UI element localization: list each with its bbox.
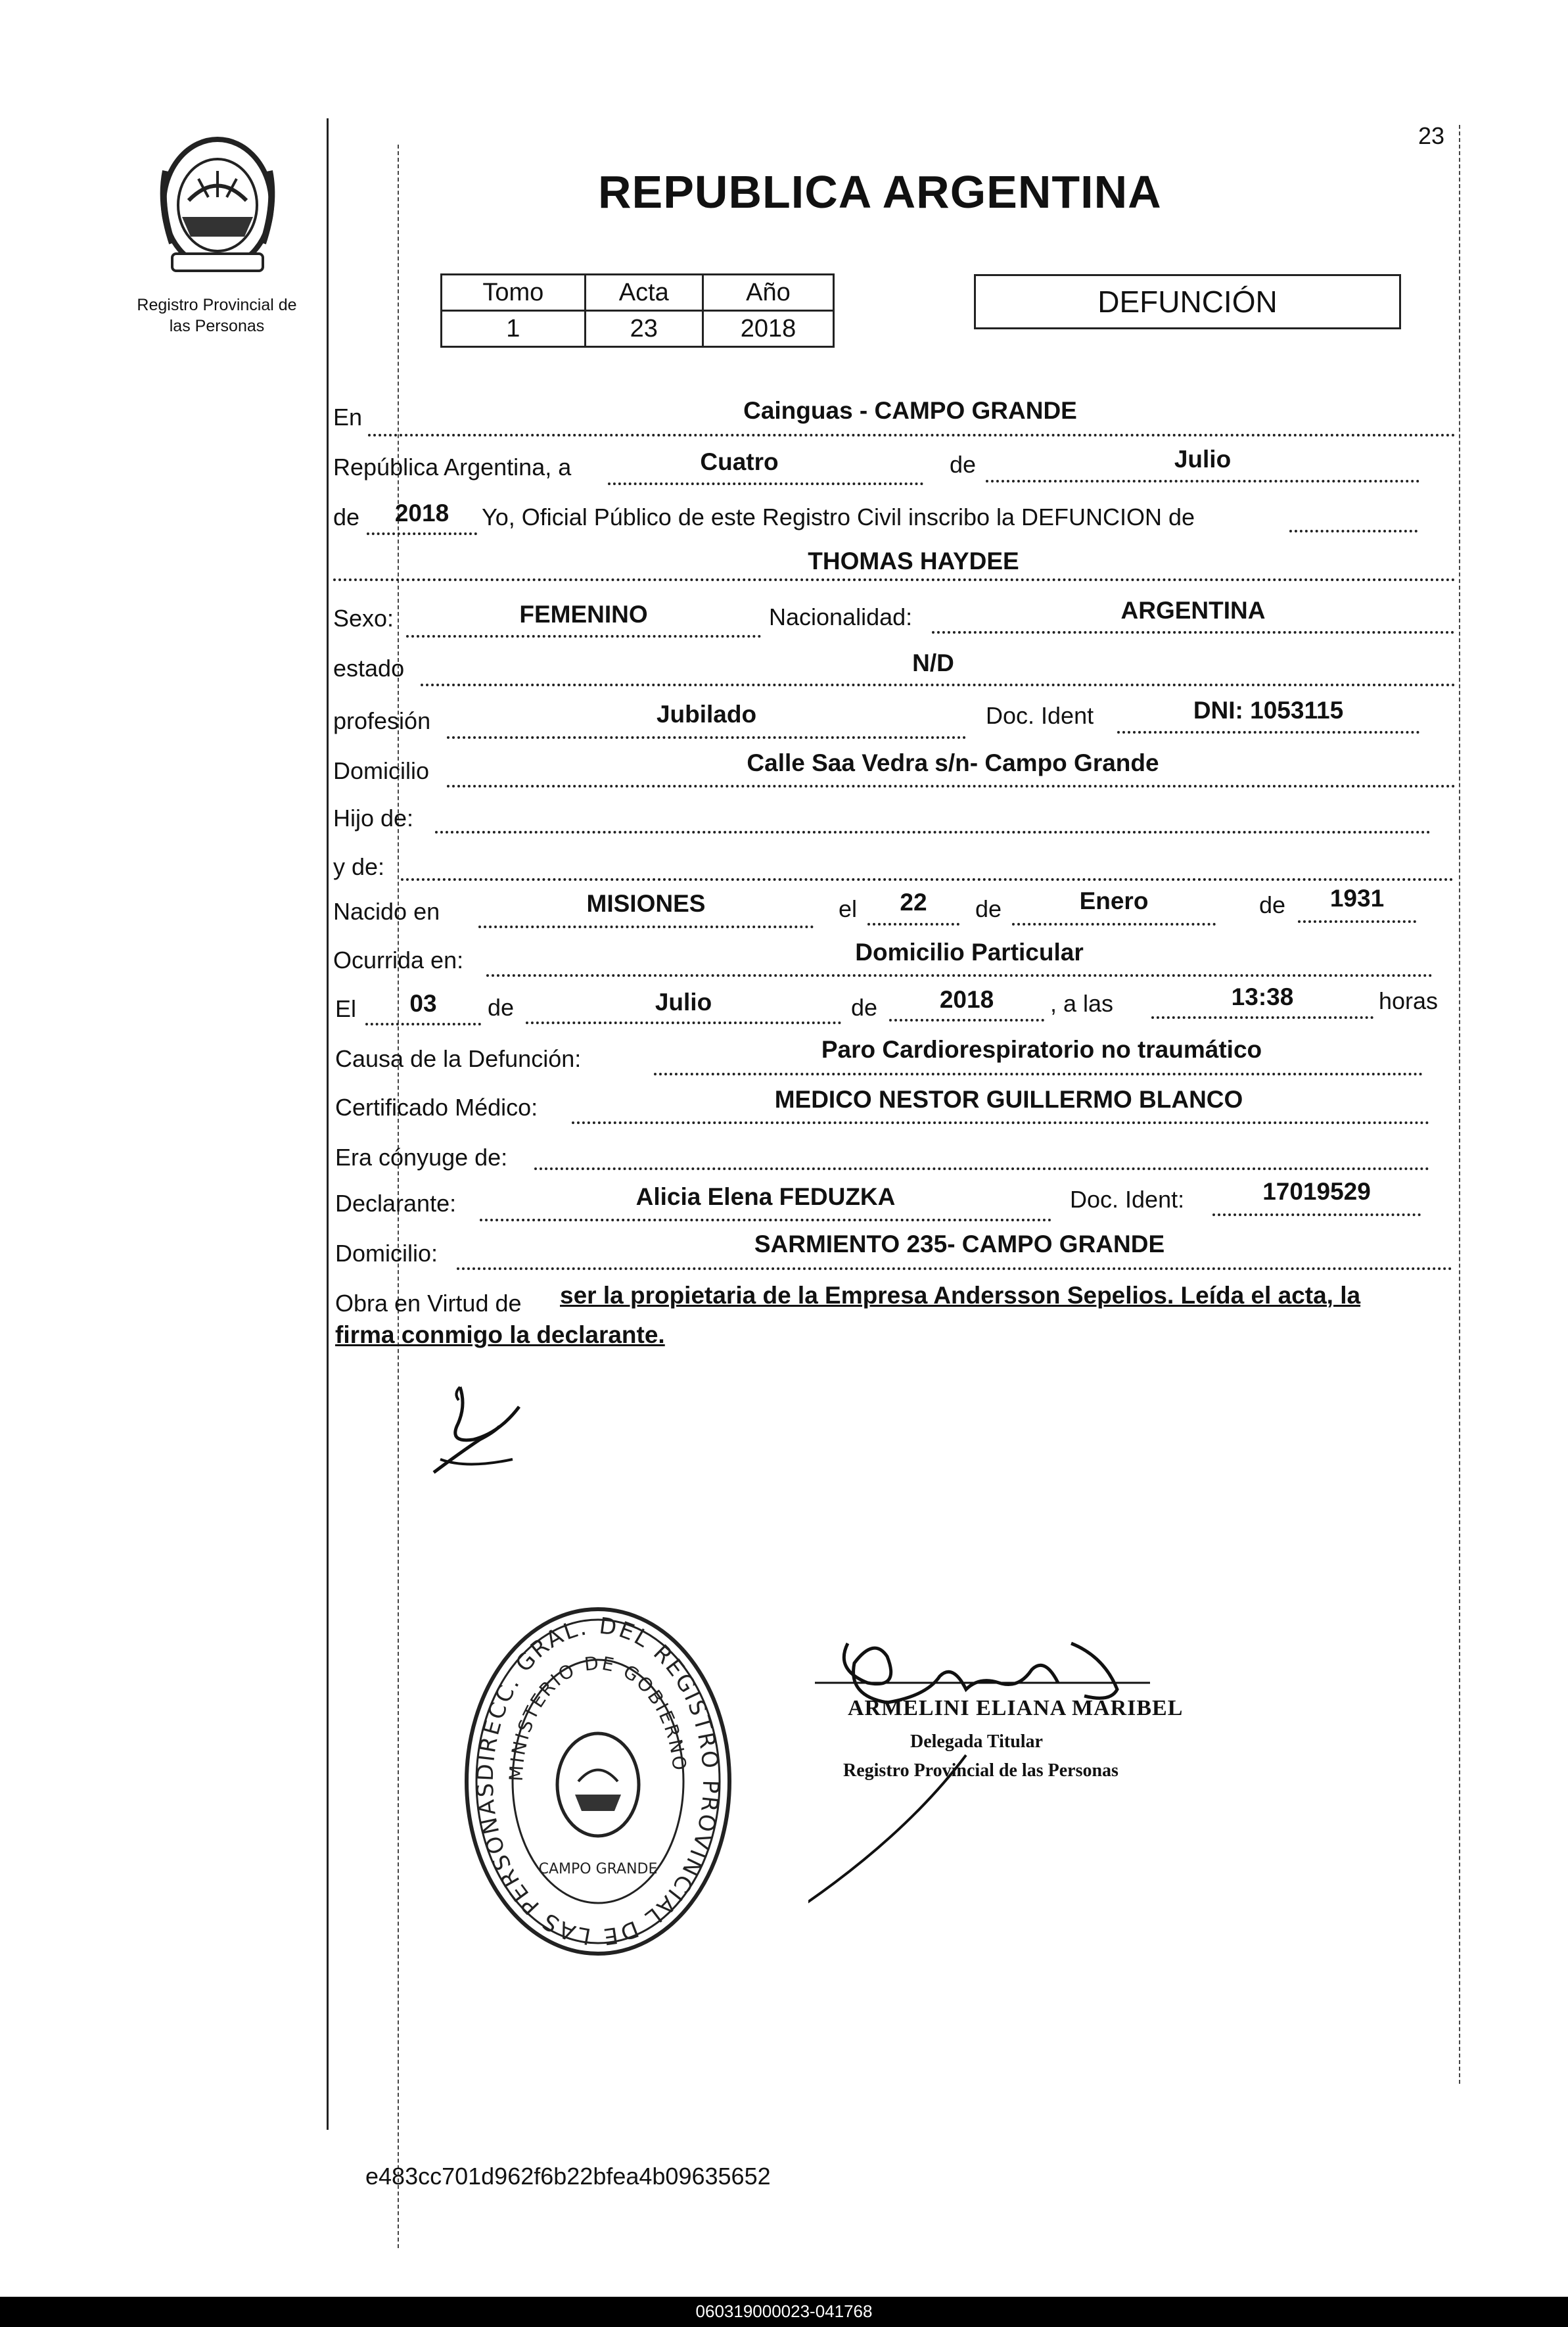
table-header-tomo: Tomo xyxy=(442,275,586,311)
label-firma: firma conmigo la declarante. xyxy=(335,1321,665,1348)
table-header-anio: Año xyxy=(703,275,833,311)
dotted-line xyxy=(486,974,1433,977)
label-de2: de xyxy=(333,504,360,530)
dotted-line xyxy=(867,923,959,926)
official-role: Delegada Titular xyxy=(910,1731,1043,1752)
page-number: 23 xyxy=(1418,122,1445,149)
table-header-acta: Acta xyxy=(585,275,703,311)
label-conyuge: Era cónyuge de: xyxy=(335,1144,508,1171)
dotted-line xyxy=(406,635,761,638)
dotted-line xyxy=(1117,731,1419,734)
label-hijo-de: Hijo de: xyxy=(333,805,414,832)
field-dia-letras: Cuatro xyxy=(700,448,779,475)
label-de-a: de xyxy=(975,895,1002,922)
tomo-acta-anio-table xyxy=(440,273,835,348)
label-doc-ident: Doc. Ident xyxy=(986,702,1094,729)
right-edge-line xyxy=(1459,125,1460,2084)
page-title: REPUBLICA ARGENTINA xyxy=(598,166,1162,218)
label-nacionalidad: Nacionalidad: xyxy=(769,603,913,630)
label-en: En xyxy=(333,404,363,431)
dotted-line xyxy=(526,1022,841,1024)
field-domicilio: Calle Saa Vedra s/n- Campo Grande xyxy=(747,749,1159,776)
label-domicilio: Domicilio xyxy=(333,757,430,784)
dotted-line xyxy=(478,926,814,928)
dotted-line xyxy=(365,1023,481,1025)
label-ocurrida: Ocurrida en: xyxy=(333,947,464,974)
footer-code: 060319000023-041768 xyxy=(695,2301,873,2321)
label-de-c: de xyxy=(488,994,515,1021)
table-cell-anio: 2018 xyxy=(703,311,833,347)
dotted-line xyxy=(480,1219,1051,1221)
dotted-line xyxy=(421,684,1456,686)
dotted-line xyxy=(1012,923,1216,926)
margin-line xyxy=(327,118,329,2130)
field-sexo: FEMENINO xyxy=(519,601,648,628)
field-nombre: THOMAS HAYDEE xyxy=(808,548,1019,575)
official-org: Registro Provincial de las Personas xyxy=(843,1760,1118,1781)
field-def-mes: Julio xyxy=(655,989,712,1016)
registry-caption xyxy=(118,294,315,337)
field-def-anio: 2018 xyxy=(939,986,994,1013)
footer-code-bar xyxy=(0,2297,1568,2327)
field-obra: ser la propietaria de la Empresa Andersson Sepelios. Leída el acta, la xyxy=(560,1282,1361,1309)
dotted-line xyxy=(986,480,1419,482)
label-estado: estado xyxy=(333,655,405,682)
label-profesion: profesión xyxy=(333,707,431,734)
label-republica: República Argentina, a xyxy=(333,454,572,481)
field-nac-dia: 22 xyxy=(900,889,927,916)
label-y-de: y de: xyxy=(333,853,385,880)
field-dni: DNI: 1053115 xyxy=(1193,697,1344,724)
dotted-line xyxy=(447,736,966,739)
dotted-line xyxy=(1289,530,1418,532)
label-de-b: de xyxy=(1259,891,1286,918)
dotted-line xyxy=(608,482,923,485)
dotted-line xyxy=(447,785,1456,787)
province-logo-icon xyxy=(146,131,289,277)
dotted-line xyxy=(1151,1016,1373,1019)
field-nacido-en: MISIONES xyxy=(586,890,706,917)
official-name: ARMELINI ELIANA MARIBEL xyxy=(848,1696,1184,1720)
label-de-d: de xyxy=(851,994,878,1021)
field-nac-anio: 1931 xyxy=(1329,885,1385,912)
field-nacionalidad: ARGENTINA xyxy=(1120,597,1266,624)
field-mes: Julio xyxy=(1174,446,1232,473)
label-el: el xyxy=(839,895,858,922)
dotted-line xyxy=(1212,1213,1421,1216)
seal-outer-text: DIRECC. GRAL. DEL REGISTRO PROVINCIAL DE LAS PERSONAS xyxy=(472,1612,724,1950)
field-def-dia: 03 xyxy=(409,990,437,1017)
label-domicilio2: Domicilio: xyxy=(335,1240,438,1267)
field-hora: 13:38 xyxy=(1231,983,1294,1010)
dotted-line xyxy=(401,878,1454,881)
document-hash: e483cc701d962f6b22bfea4b09635652 xyxy=(365,2163,771,2190)
seal-inner-text: MINISTERIO DE GOBIERNO xyxy=(505,1652,691,1782)
dotted-line xyxy=(367,532,477,535)
label-el2: El xyxy=(335,995,357,1022)
field-anio: 2018 xyxy=(394,500,450,527)
dotted-line xyxy=(932,631,1454,634)
dotted-line xyxy=(457,1267,1452,1270)
seal-bottom-text: CAMPO GRANDE xyxy=(538,1861,658,1877)
label-yo: Yo, Oficial Público de este Registro Civil inscribo la DEFUNCION de xyxy=(482,504,1195,530)
field-nac-mes: Enero xyxy=(1079,887,1149,914)
label-nacido-en: Nacido en xyxy=(333,898,440,925)
doc-type-box: DEFUNCIÓN xyxy=(974,274,1401,329)
declarant-signature-icon xyxy=(421,1380,532,1479)
dotted-line xyxy=(368,434,1456,436)
field-estado: N/D xyxy=(912,649,954,676)
dotted-line xyxy=(889,1019,1044,1022)
label-doc-ident2: Doc. Ident: xyxy=(1070,1186,1185,1213)
field-causa: Paro Cardiorespiratorio no traumático xyxy=(821,1036,1262,1063)
field-declarante-doc: 17019529 xyxy=(1262,1178,1371,1205)
dotted-line xyxy=(572,1121,1429,1124)
field-lugar: Cainguas - CAMPO GRANDE xyxy=(743,397,1077,424)
table-cell-acta: 23 xyxy=(585,311,703,347)
field-ocurrida: Domicilio Particular xyxy=(855,939,1084,966)
label-sexo: Sexo: xyxy=(333,605,394,632)
label-horas: horas xyxy=(1379,987,1439,1014)
label-obra: Obra en Virtud de xyxy=(335,1290,522,1317)
dotted-line xyxy=(435,831,1431,834)
field-profesion: Jubilado xyxy=(656,701,757,728)
dotted-line xyxy=(1298,920,1416,923)
label-declarante: Declarante: xyxy=(335,1190,457,1217)
dotted-line xyxy=(534,1167,1429,1170)
label-certificado: Certificado Médico: xyxy=(335,1094,538,1121)
field-certificado: MEDICO NESTOR GUILLERMO BLANCO xyxy=(774,1086,1243,1113)
dotted-line xyxy=(654,1073,1423,1075)
table-cell-tomo: 1 xyxy=(442,311,586,347)
registry-caption-line: Registro Provincial de xyxy=(137,296,297,314)
registry-caption-line: las Personas xyxy=(169,317,265,335)
dotted-line xyxy=(333,578,1456,581)
label-de: de xyxy=(950,451,977,478)
label-causa: Causa de la Defunción: xyxy=(335,1045,582,1072)
field-domicilio-declarante: SARMIENTO 235- CAMPO GRANDE xyxy=(754,1231,1165,1258)
label-a-las: , a las xyxy=(1050,990,1114,1017)
field-declarante: Alicia Elena FEDUZKA xyxy=(635,1183,896,1210)
official-seal-icon xyxy=(460,1604,736,1959)
